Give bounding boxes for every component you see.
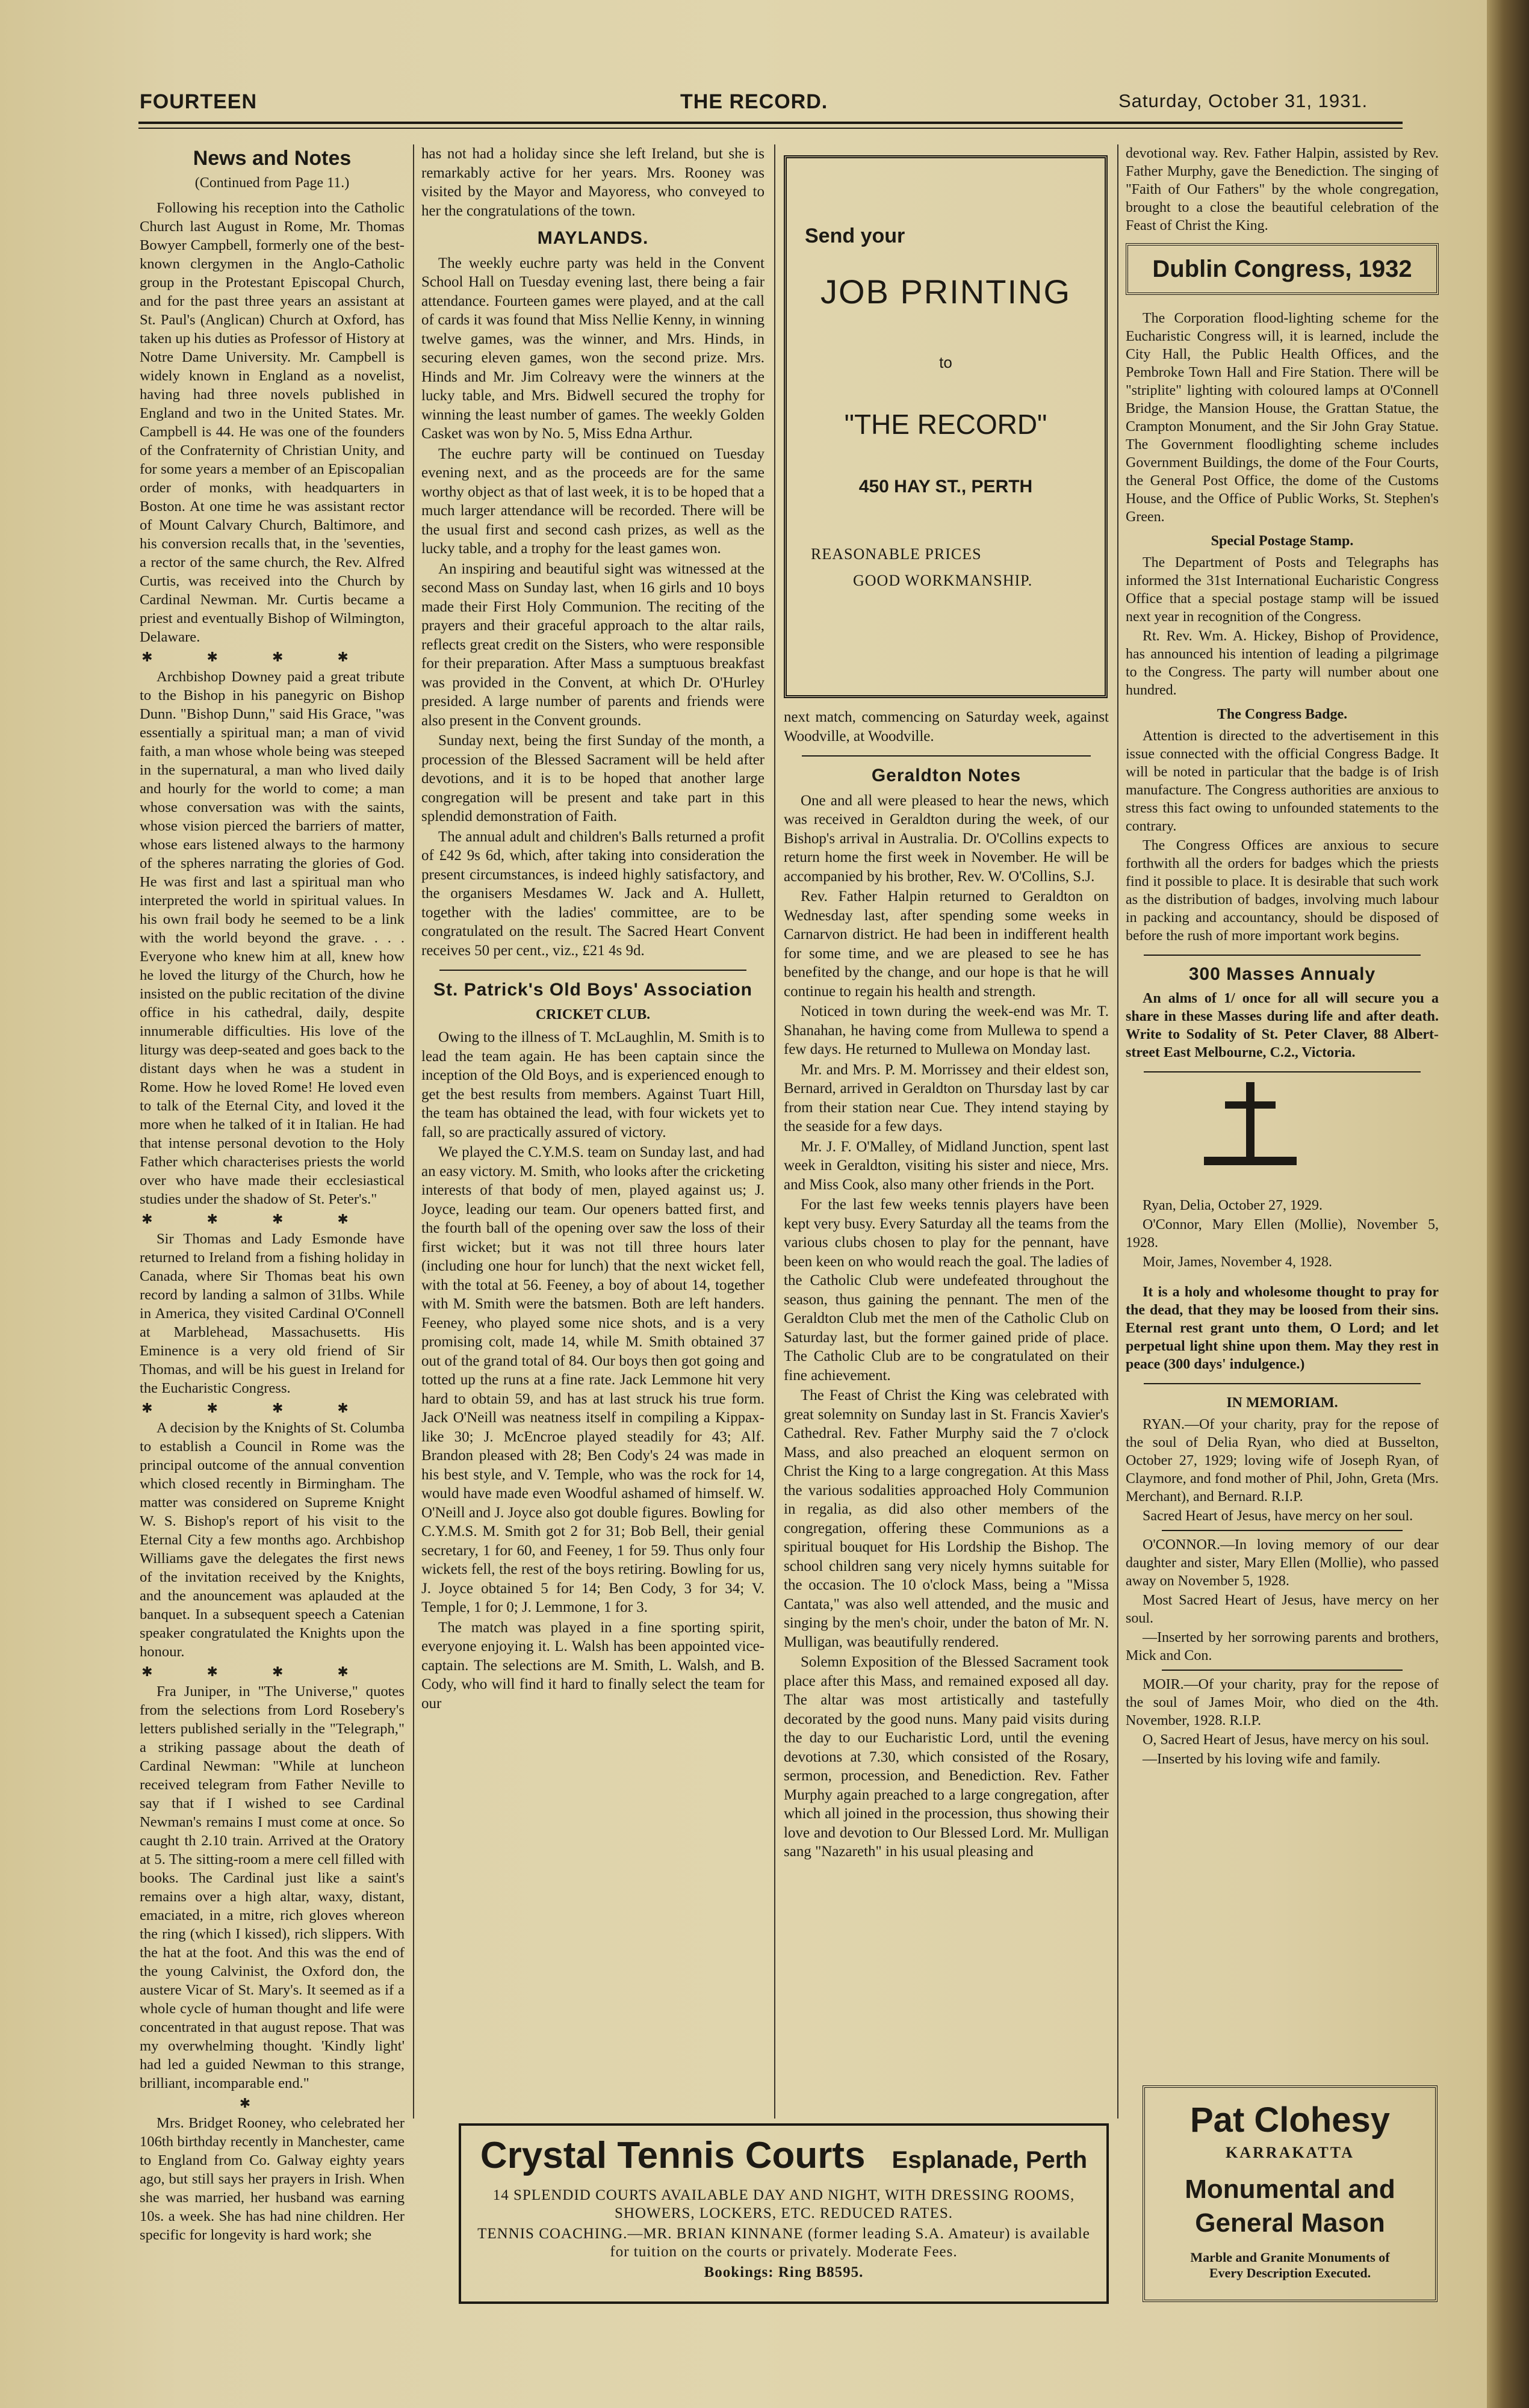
separator-stars: ✱✱✱✱	[141, 1212, 403, 1227]
article-paragraph: Attention is directed to the advertisement in this issue connected with the official Congress Badge. It will be noted in particular that the badge is of Irish manufacture. The Congress authorities are anxious to stress this fact owing to unfounded statements to the contrary.	[1126, 728, 1439, 834]
article-paragraph: Noticed in town during the week-end was Mr. T. Shanahan, he having come from Mullewa to spend a few days. He returned to Mullewa on Monday last.	[784, 1003, 1109, 1057]
obituary-line: Ryan, Delia, October 27, 1929.	[1143, 1198, 1323, 1213]
article-paragraph: Sunday next, being the first Sunday of the month, a procession of the Blessed Sacrament will be held after devotions, and it is to be hoped that another large congregation will be present and take part in this splendid demonstration of Faith.	[421, 732, 764, 825]
article-paragraph: next match, commencing on Saturday week, against Woodville, at Woodville.	[784, 709, 1109, 744]
page-binding-edge	[1487, 0, 1529, 2408]
separator-stars: ✱✱✱✱	[141, 1664, 403, 1679]
subsection-title: The Congress Badge.	[1217, 707, 1348, 722]
memoriam-entry: O, Sacred Heart of Jesus, have mercy on his soul.	[1143, 1732, 1429, 1748]
subsection-title: CRICKET CLUB.	[535, 1006, 651, 1023]
article-paragraph: The Corporation flood-lighting scheme for the Eucharistic Congress will, it is learned, include the City Hall, the Public Health Offices, and the Pembroke Town Hall and Fire Station. There will be "striplite" lighting with coloured lamps at O'Connell Bridge, the Mansion House, the Grattan Statue, the Crampton Monument, and the Sir John Gray Statue. The Government floodlighting scheme includes Government Buildings, the dome of the Four Courts, the General Post Office, the dome of the Customs House, and the Office of Public Works, St. Stephen's Green.	[1126, 311, 1439, 525]
section-title: News and Notes	[193, 147, 352, 170]
obituary-line: Moir, James, November 4, 1928.	[1143, 1254, 1332, 1270]
subsection-title: Special Postage Stamp.	[1211, 533, 1354, 549]
article-paragraph: Following his reception into the Catholic Church last August in Rome, Mr. Thomas Bowyer Campbell, formerly one of the best-known clergymen in the Anglo-Catholic group in the Protestant Episcopal Church, and for the past three years an assistant at St. Paul's (Anglican) Church at Oxford, has taken up his duties as Professor of History at Notre Dame University. Mr. Campbell is widely known in England as a novelist, having had three novels published in England and two in the United States. Mr. Campbell is 44. He was one of the founders of the Confraternity of Christian Unity, and for some years a member of an Episcopalian order of monks, with headquarters in Boston. At one time he was assistant rector of Mount Calvary Church, Baltimore, and his conversion recalls that, in the 'seventies, a rector of the same church, the Rev. Alfred Curtis, was received into the Church by Cardinal Newman. Mr. Curtis became a priest and eventually Bishop of Wilmington, Delaware.	[140, 200, 405, 645]
ad-tennis-bookings: Bookings: Ring B8595.	[704, 2264, 864, 2280]
article-paragraph: devotional way. Rev. Father Halpin, assisted by Rev. Father Murphy, gave the Benediction. The singing of "Faith of Our Fathers" by the whole congregation, brought to a close the beautiful celebration of the Feast of Christ the King.	[1126, 146, 1439, 234]
section-title-box: Dublin Congress, 1932	[1126, 243, 1439, 295]
header-rule-thin	[138, 128, 1403, 129]
article-paragraph: Mrs. Bridget Rooney, who celebrated her 106th birthday recently in Manchester, came to England from Co. Galway eighty years ago, but still says her prayers in Irish. When she was married, her husband was earning 10s. a week. She has had nine children. Her specific for longevity is hard work; she	[140, 2115, 405, 2243]
ad-tennis-line: 14 SPLENDID COURTS AVAILABLE DAY AND NIGHT, WITH DRESSING ROOMS, SHOWERS, LOCKERS, ETC. REDUCED RATES.	[492, 2187, 1075, 2221]
article-paragraph: Mr. and Mrs. P. M. Morrissey and their eldest son, Bernard, arrived in Geraldton on Thursday last by car from their station near Cue. They intend staying by the seaside for a few days.	[784, 1061, 1109, 1134]
section-divider	[439, 970, 746, 971]
column-geraldton	[784, 708, 1109, 1863]
prayer-text: It is a holy and wholesome thought to pray for the dead, that they may be loosed from their sins. Eternal rest grant unto them, O Lord; and let perpetual light shine upon them. May they rest in peace (300 days' indulgence.)	[1126, 1284, 1439, 1372]
ad-job-printing: JOB PRINTING	[820, 273, 1072, 311]
memoriam-entry: O'CONNOR.—In loving memory of our dear daughter and sister, Mary Ellen (Mollie), who passed away on November 5, 1928.	[1126, 1537, 1439, 1589]
ad-mason-line: General Mason	[1195, 2208, 1385, 2238]
section-divider	[1162, 1530, 1403, 1531]
article-paragraph: Solemn Exposition of the Blessed Sacrament took place after this Mass, and remained exposed all day. The altar was most artistically and tastefully decorated by the good nuns. Many paid visits during the day to our Eucharistic Lord, until the evening devotions at 7.30, which consisted of the Rosary, sermon, procession, and Benediction. Rev. Father Murphy again preached to a large congregation, after which all joined in the procession, thus showing their love and devotion to Our Blessed Lord. Mr. Mulligan sang "Nazareth" in his usual pleasing and	[784, 1654, 1109, 1860]
continued-note: (Continued from Page 11.)	[194, 175, 350, 191]
article-paragraph: The weekly euchre party was held in the Convent School Hall on Tuesday evening last, there being a fair attendance. Fourteen games were played, and at the call of cards it was found that Miss Nellie Kenny, in winning twelve games, was the winner, and Mrs. Hinds, in securing eleven games, won the second prize. Mrs. Hinds and Mr. Jim Colreavy were the winners at the lucky table, and Mrs. Bidwell secured the trophy for winning the least number of games. The weekly Golden Casket was won by No. 5, Miss Edna Arthur.	[421, 255, 764, 442]
page-number: FOURTEEN	[140, 90, 257, 113]
separator-stars: ✱✱✱✱	[141, 649, 403, 664]
ad-mason-town: KARRAKATTA	[1226, 2144, 1354, 2161]
article-paragraph: Owing to the illness of T. McLaughlin, M. Smith is to lead the team again. He has been captain since the inception of the Old Boys, and is experienced enough to get the best results from members. Against Tuart Hill, the team has obtained the lead, with four wickets yet to fall, so are practically assured of victory.	[421, 1029, 764, 1141]
memoriam-entry: RYAN.—Of your charity, pray for the repose of the soul of Delia Ryan, who died at Busselton, October 27, 1929; loving wife of Joseph Ryan, of Claymore, and fond mother of Phil, John, Greta (Mrs. Merchant), and Bernard. R.I.P.	[1126, 1417, 1439, 1505]
section-divider	[1144, 955, 1421, 956]
issue-date: Saturday, October 31, 1931.	[1118, 90, 1368, 111]
article-paragraph: Sir Thomas and Lady Esmonde have returned to Ireland from a fishing holiday in Canada, where Sir Thomas beat his own record by landing a salmon of 31lbs. While in America, they visited Cardinal O'Connell at Marblehead, Massachusetts. His Eminence is a very old friend of Sir Thomas, and will be his guest in Ireland for the Eucharistic Congress.	[140, 1231, 405, 1396]
tennis-courts-advertisement	[459, 2123, 1109, 2304]
column-news-and-notes	[140, 144, 405, 2246]
article-paragraph: Rev. Father Halpin returned to Geraldton on Wednesday last, after spending some weeks in Carnarvon district. He had been in indifferent health for some time, and we are pleased to see he has benefited by the change, and our hope is that he will continue to regain his health and strength.	[784, 888, 1109, 1000]
ad-tennis-line: TENNIS COACHING.—MR. BRIAN KINNANE (former leading S.A. Amateur) is available for tuition on the courts or privately. Moderate Fees.	[477, 2226, 1090, 2260]
article-paragraph: A decision by the Knights of St. Columba to establish a Council in Rome was the principal outcome of the annual convention which closed recently in Birmingham. The matter was considered on Supreme Knight W. S. Bishop's report of his visit to the Eternal City a few months ago. Archbishop Williams gave the delegates the first news of the invitation received by the Knights, and the anouncement was aplauded at the banquet. In a subsequent speech a Catenian speaker congratulated the Knights upon the honour.	[140, 1420, 405, 1660]
article-paragraph: One and all were pleased to hear the news, which was received in Geraldton during the week, of our Bishop's arrival in Australia. Dr. O'Collins expects to return home the first week in November. He will be accompanied by his brother, Rev. W. O'Collins, S.J.	[784, 792, 1109, 885]
article-paragraph: We played the C.Y.M.S. team on Sunday last, and had an easy victory. M. Smith, who looks after the cricketing interests of that body of men, played against us; J. Joyce, leading our team. Our openers batted first, and the fourth ball of the opening over saw the loss of their first wicket; but it was not till three hours later (including one hour for lunch) that the next wicket fell, with the total at 56. Feeney, a boy of about 14, together with M. Smith were the batsmen. Both are left handers. Feeney, who played some nice shots, and is a very promising colt, made 14, while M. Smith obtained 37 out of the grand total of 84. Our boys then got going and totted up the runs at a fine rate. Jack Lemmone hit very hard to obtain 59, and has at last struck his true form. Jack O'Neill was neatness itself in compiling a Kippax-like 30; J. McEncroe played steadily for 43; Alf. Brandon pleased with 28; Ben Cody's 24 was made in his best style, and V. Temple, who was the rock for 14, would have made even Woodful ashamed of himself. W. O'Neill and J. Joyce also got double figures. Bowling for C.Y.M.S. M. Smith got 2 for 31; Bob Bell, their genial secretary, 1 for 60, and Feeney, 1 for 59. Thus only four wickets fell, the rest of the boys retiring. Bowling for us, J. Joyce obtained 5 for 14; Ben Cody, 3 for 34; V. Temple, 1 for 0; J. Lemmone, 1 for 3.	[421, 1144, 764, 1615]
section-title: 300 Masses Annualy	[1188, 964, 1376, 984]
ad-address: 450 HAY ST., PERTH	[858, 477, 1033, 497]
column-rule	[1117, 144, 1118, 2119]
article-paragraph: The annual adult and children's Balls returned a profit of £42 9s 6d, which, after taking into consideration the present circumstances, is indeed highly satisfactory, and the organisers Mesdames W. Jack and A. Hullett, together with the ladies' committee, are to be congratulated on the result. The Sacred Heart Convent receives 50 per cent., viz., £21 4s 9d.	[421, 828, 764, 959]
ad-prices: REASONABLE PRICES	[811, 545, 982, 563]
column-dublin-congress	[1126, 144, 1439, 1769]
memoriam-entry: MOIR.—Of your charity, pray for the repose of the soul of James Moir, who died on the 4th. November, 1928. R.I.P.	[1126, 1677, 1439, 1729]
memoriam-entry: —Inserted by her sorrowing parents and brothers, Mick and Con.	[1126, 1630, 1439, 1664]
section-title: Geraldton Notes	[871, 766, 1022, 785]
separator-stars: ✱	[239, 2096, 305, 2111]
memoriam-entry: Most Sacred Heart of Jesus, have mercy on her soul.	[1126, 1592, 1439, 1626]
article-paragraph: The Department of Posts and Telegraphs has informed the 31st International Eucharistic Congress Office that a special postage stamp will be issued next year in recognition of the Congress.	[1126, 555, 1439, 625]
article-paragraph: has not had a holiday since she left Ireland, but she is remarkably active for her years. Mrs. Rooney was visited by the Mayor and Mayoress, who conveyed to her the congratulations of the town.	[421, 146, 764, 219]
notice-paragraph: An alms of 1/ once for all will secure you a share in these Masses during life and after death. Write to Sodality of St. Peter Claver, 88 Albert-street East Melbourne, C.2., Victoria.	[1126, 991, 1439, 1060]
section-title: MAYLANDS.	[537, 228, 649, 248]
obituary-line: O'Connor, Mary Ellen (Mollie), November 5, 1928.	[1126, 1217, 1439, 1251]
section-divider	[802, 755, 1091, 757]
header-rule	[138, 122, 1403, 124]
ad-workmanship: GOOD WORKMANSHIP.	[853, 572, 1033, 589]
section-divider	[1162, 1670, 1403, 1671]
column-rule	[413, 144, 414, 2119]
memoriam-entry: —Inserted by his loving wife and family.	[1143, 1751, 1381, 1767]
ad-to: to	[939, 353, 952, 371]
article-paragraph: The Feast of Christ the King was celebrated with great solemnity on Sunday last in St. Francis Xavier's Cathedral. Rev. Father Murphy said the 7 o'clock Mass, and also preached an eloquent sermon on Christ the King to a large congregation. At this Mass the various sodalities approached Holy Communion in regalia, as did also other members of the congregation, offering these Communions as a spiritual bouquet for His Lordship the Bishop. The school children sang very nicely hymns suitable for the occasion. The 10 o'clock Mass, being a "Missa Cantata," was also well attended, and the music and singing by the men's choir, under the baton of Mr. N. Mulligan, was beautifully rendered.	[784, 1387, 1109, 1650]
ad-tennis-name: Crystal Tennis Courts	[480, 2135, 866, 2176]
cross-icon	[1126, 1082, 1439, 1172]
ad-send-text: Send your	[805, 224, 905, 247]
mason-advertisement	[1143, 2085, 1438, 2302]
section-divider	[1144, 1383, 1421, 1384]
article-paragraph: For the last few weeks tennis players have been kept very busy. Every Saturday all the teams from the various clubs chosen to play for the pennant, have been keen on who would reach the goal. The ladies of the Catholic Club were undefeated throughout the season, thus gaining the pennant. The men of the Geraldton Club met the men of the Catholic Club on Saturday last, but the former gained pride of place. The Catholic Club are to be congratulated on their fine achievement.	[784, 1196, 1109, 1384]
article-paragraph: An inspiring and beautiful sight was witnessed at the second Mass on Sunday last, when 16 girls and 10 boys made their First Holy Communion. The reciting of the prayers and their graceful approach to the altar rails, reflects great credit on the Sisters, who were responsible for their preparation. After Mass a sumptuous breakfast was provided in the Convent, at which Dr. O'Hurley presided. A large number of parents and friends were also present in the Convent grounds.	[421, 560, 764, 729]
job-printing-advertisement	[784, 155, 1108, 698]
article-paragraph: The Congress Offices are anxious to secure forthwith all the orders for badges which the priests find it possible to place. It is desirable that such work as the distribution of badges, involving much labour in packing and accountancy, should be disposed of before the rush of more important work begins.	[1126, 838, 1439, 944]
column-rule	[774, 144, 775, 2119]
ad-tennis-place: Esplanade, Perth	[892, 2147, 1088, 2173]
separator-stars: ✱✱✱✱	[141, 1401, 403, 1416]
section-title: St. Patrick's Old Boys' Association	[433, 980, 752, 1000]
ad-the-record: "THE RECORD"	[844, 409, 1047, 440]
article-paragraph: Mr. J. F. O'Malley, of Midland Junction, spent last week in Geraldton, visiting his sister and niece, Mrs. and Miss Cook, also many other friends in the Port.	[784, 1138, 1109, 1193]
ad-mason-small: Every Description Executed.	[1209, 2265, 1371, 2280]
article-paragraph: Archbishop Downey paid a great tribute to the Bishop in his panegyric on Bishop Dunn. "Bishop Dunn," said His Grace, "was essentially a spiritual man; a man of vivid faith, a man whose whole being was steeped in the supernatural, a man who lived daily and hourly for the world to come; a man whose conversation was with the saints, whose vision pierced the barriers of matter, whose ears listened always to the harmony of the spheres narrating the glories of God. He was first and last a spiritual man who interpreted the world in spiritual values. In his own frail body he seemed to be a link with the world beyond the grave. . . . Everyone who knew him at all, knew how he loved the liturgy of the Church, how he insisted on the public recitation of the divine office in his cathedral, daily, despite innumerable difficulties. His love of the liturgy was deep-seated and goes back to the distant days when he was a student in Rome. How he loved Rome! He loved even to talk of the Eternal City, and loved it the more when he talked of it in Italian. He had that intense personal devotion to the Holy Father which characterises priests the world over who have made their ecclesiastical studies under the shadow of St. Peter's."	[140, 669, 405, 1207]
ad-mason-name: Pat Clohesy	[1190, 2100, 1390, 2140]
ad-mason-small: Marble and Granite Monuments of	[1190, 2250, 1390, 2265]
ad-mason-line: Monumental and	[1185, 2174, 1395, 2204]
article-paragraph: The match was played in a fine sporting spirit, everyone enjoying it. L. Walsh has been appointed vice-captain. The selections are M. Smith, L. Walsh, and B. Cody, who will find it hard to finally select the team for our	[421, 1619, 764, 1712]
subsection-title: IN MEMORIAM.	[1226, 1395, 1338, 1411]
article-paragraph: Rt. Rev. Wm. A. Hickey, Bishop of Providence, has announced his intention of leading a pilgrimage to the Congress. The party will number about one hundred.	[1126, 628, 1439, 698]
column-maylands	[421, 144, 764, 1714]
section-divider	[1144, 1071, 1421, 1072]
memoriam-entry: Sacred Heart of Jesus, have mercy on her soul.	[1143, 1508, 1413, 1524]
masthead: THE RECORD.	[680, 90, 828, 113]
article-paragraph: The euchre party will be continued on Tuesday evening next, and as the proceeds are for the same worthy object as that of last week, it is to be hoped that a much larger attendance will be recorded. There will be the usual first and second cash prizes, as well as the lucky table, and a trophy for the least games won.	[421, 445, 764, 557]
article-paragraph: Fra Juniper, in "The Universe," quotes from the selections from Lord Rosebery's letters published serially in the "Telegraph," a striking passage about the death of Cardinal Newman: "While at luncheon received telegram from Father Neville to say that if I wished to see Cardinal Newman's remains I must come at once. So caught th 2.10 train. Arrived at the Oratory at 5. The sitting-room a mere cell filled with books. The Cardinal just like a saint's remains over a high altar, waxy, distant, emaciated, in a mitre, rich gloves whereon the ring (which I kissed), rich slippers. With the hat at the foot. And this was the end of the young Calvinist, the Oxford don, the austere Vicar of St. Mary's. It seemed as if a whole cycle of human thought and life were concentrated in that august repose. That was my overwhelming thought. 'Kindly light' had led a guided Newman to this strange, brilliant, incomparable end."	[140, 1683, 405, 2091]
